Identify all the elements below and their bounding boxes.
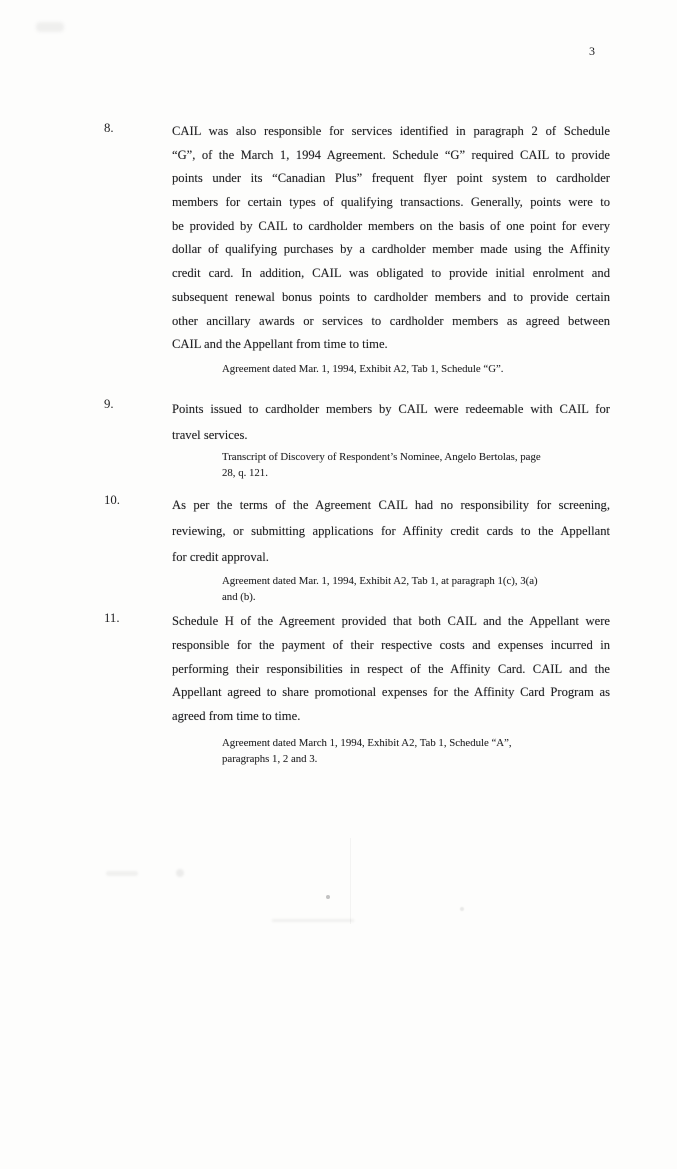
text-line: dollar of qualifying purchases by a cardholder member made using the Affinity [172, 242, 610, 257]
paragraph-number: 9. [104, 397, 114, 411]
paragraph-8 [104, 120, 610, 377]
paragraph-number: 11. [104, 611, 120, 625]
scan-smudge [176, 869, 184, 877]
text-line: other ancillary awards or services to cardholder members as agreed between [172, 313, 610, 328]
citation [222, 573, 568, 605]
text-line: reviewing, or submitting applications for Affinity credit cards to the Appellant [172, 524, 610, 538]
text-line: Points issued to cardholder members by CAIL were redeemable with CAIL for [172, 402, 610, 416]
text-line: “G”, of the March 1, 1994 Agreement. Schedule “G” required CAIL to provide [172, 147, 610, 162]
paragraph-9 [104, 396, 610, 481]
text-line: 28, q. 121. [222, 467, 268, 479]
paragraph-body [172, 492, 610, 570]
scan-smudge [350, 838, 351, 924]
scan-smudge [460, 907, 464, 911]
paragraph-10 [104, 492, 610, 605]
text-line: be provided by CAIL to cardholder members on the basis of one point for every [172, 218, 610, 233]
text-line: agreed from time to time. [172, 709, 301, 724]
text-line: paragraphs 1, 2 and 3. [222, 752, 318, 765]
text-line: for credit approval. [172, 550, 269, 564]
paragraph-number: 8. [104, 121, 114, 135]
scan-smudge [106, 871, 138, 876]
text-line: members for certain types of qualifying transactions. Generally, points were to [172, 195, 610, 210]
text-line: Schedule H of the Agreement provided that both CAIL and the Appellant were [172, 614, 610, 628]
text-line: travel services. [172, 428, 248, 442]
text-line: Agreement dated Mar. 1, 1994, Exhibit A2, Tab 1, Schedule “G”. [222, 362, 504, 375]
paragraph-11 [104, 610, 610, 767]
citation [222, 449, 568, 481]
text-line: Appellant agreed to share promotional expenses for the Affinity Card Program as [172, 685, 610, 700]
text-line: subsequent renewal bonus points to cardholder members and to provide certain [172, 289, 610, 304]
paragraph-body [172, 610, 610, 729]
page-number: 3 [589, 44, 595, 58]
text-line: Agreement dated Mar. 1, 1994, Exhibit A2, Tab 1, at paragraph 1(c), 3(a) [222, 575, 538, 587]
scan-smudge [272, 919, 354, 922]
text-line: points under its “Canadian Plus” frequent flyer point system to cardholder [172, 171, 610, 186]
text-line: Transcript of Discovery of Respondent’s Nominee, Angelo Bertolas, page [222, 451, 541, 463]
text-line: responsible for the payment of their respective costs and expenses incurred in [172, 637, 610, 652]
text-line: CAIL was also responsible for services identified in paragraph 2 of Schedule [172, 124, 610, 138]
text-line: As per the terms of the Agreement CAIL had no responsibility for screening, [172, 498, 610, 512]
citation [222, 361, 568, 377]
scan-smudge [36, 22, 64, 32]
text-line: performing their responsibilities in respect of the Affinity Card. CAIL and the [172, 661, 610, 676]
text-line: CAIL and the Appellant from time to time. [172, 337, 388, 352]
scan-smudge [326, 895, 330, 899]
paragraph-body [172, 396, 610, 448]
paragraph-body [172, 120, 610, 357]
citation [222, 735, 568, 767]
text-line: credit card. In addition, CAIL was obligated to provide initial enrolment and [172, 266, 610, 281]
text-line: and (b). [222, 591, 256, 603]
paragraph-number: 10. [104, 493, 120, 507]
text-line: Agreement dated March 1, 1994, Exhibit A2, Tab 1, Schedule “A”, [222, 736, 512, 749]
